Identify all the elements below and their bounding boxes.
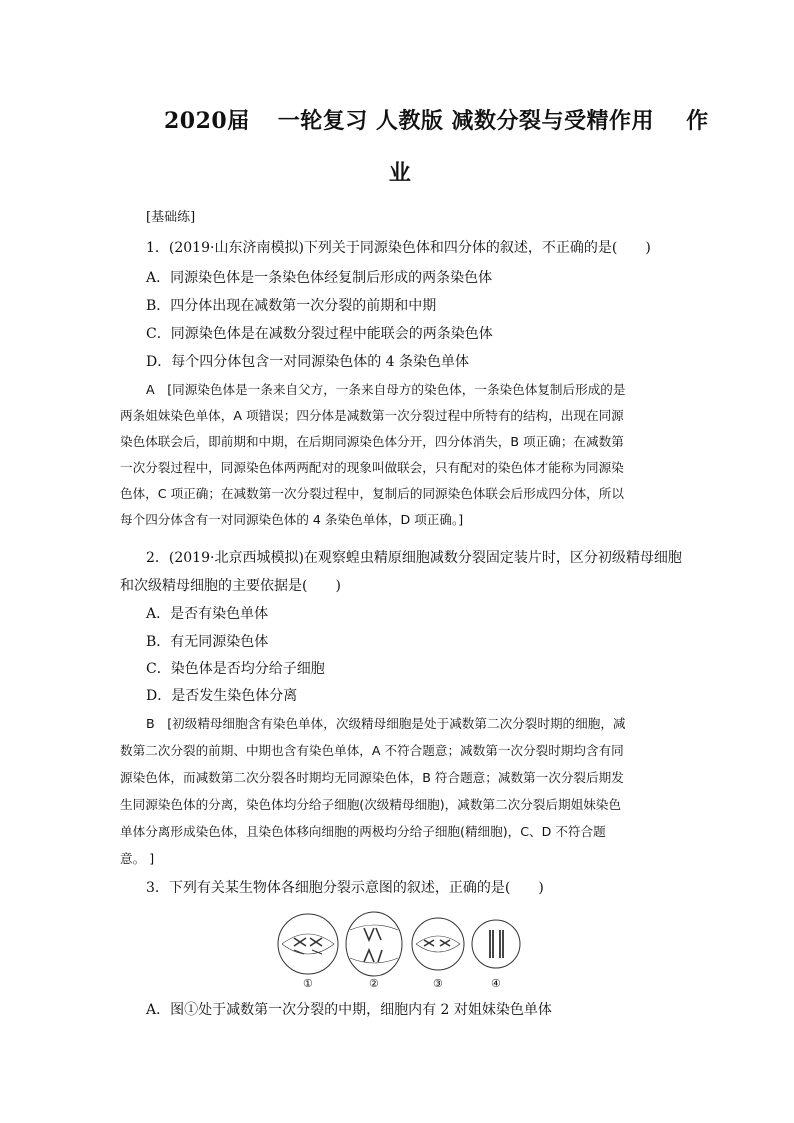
doc-title-line1: [120, 104, 764, 135]
q1-explanation-line: A [同源染色体是一条来自父方，一条来自母方的染色体，一条染色体复制后形成的是: [146, 382, 626, 397]
q1-explanation-line: 两条姐妹染色单体，A 项错误；四分体是减数第一次分裂过程中所特有的结构，出现在同源: [120, 408, 624, 423]
cell-diagram-1: [278, 914, 338, 974]
q2-explanation-line: 数第二次分裂的前期、中期也含有染色单体，A 不符合题意；减数第一次分裂时期均含有同: [120, 743, 624, 758]
q2-stem-line2: 和次级精母细胞的主要依据是( ): [120, 578, 341, 594]
q1-option-c: C．同源染色体是在减数分裂过程中能联会的两条染色体: [146, 326, 493, 342]
title-main: 一轮复习 人教版 减数分裂与受精作用: [277, 108, 655, 134]
q2-explanation-line: 生同源染色体的分离，染色体均分给子细胞(次级精母细胞)，减数第二次分裂后期姐妹染色: [120, 797, 621, 812]
figure-label-3: ③: [433, 977, 443, 990]
q2-explanation-line: 意。 ]: [120, 851, 155, 866]
cell-diagram-4: [472, 920, 520, 968]
q1-explanation-line: 一次分裂过程中，同源染色体两两配对的现象叫做联会，只有配对的染色体才能称为同源染: [120, 460, 624, 475]
q2-stem-line1: 2．(2019·北京西城模拟)在观察蝗虫精原细胞减数分裂固定装片时，区分初级精母细胞: [146, 550, 682, 566]
q2-option-c: C．染色体是否均分给子细胞: [146, 661, 325, 677]
q2-option-d: D．是否发生染色体分离: [146, 688, 298, 704]
figure-label-4: ④: [491, 977, 501, 990]
q2-option-a: A．是否有染色单体: [146, 606, 269, 622]
q2-explanation-line: 源染色体，而减数第二次分裂各时期均无同源染色体，B 符合题意；减数第一次分裂后期发: [120, 770, 624, 785]
q1-explanation-line: 每个四分体含有一对同源染色体的 4 条染色单体，D 项正确。]: [120, 512, 464, 527]
cell-division-figure: [274, 910, 524, 990]
title-end: 作: [686, 108, 709, 134]
q1-explanation-line: 染色体联会后，即前期和中期，在后期同源染色体分开，四分体消失，B 项正确；在减数第: [120, 434, 624, 449]
q1-option-d: D．每个四分体包含一对同源染色体的 4 条染色单体: [146, 354, 470, 370]
q2-explanation-line: B [初级精母细胞含有染色单体，次级精母细胞是处于减数第二次分裂时期的细胞，减: [146, 716, 626, 731]
figure-label-2: ②: [369, 977, 379, 990]
q1-option-b: B．四分体出现在减数第一次分裂的前期和中期: [146, 298, 437, 314]
q3-option-a: A．图①处于减数第一次分裂的中期，细胞内有 2 对姐妹染色单体: [146, 1002, 552, 1018]
cell-diagram-2: [346, 912, 402, 976]
figure-label-1: ①: [303, 977, 313, 990]
section-label: [基础练]: [146, 210, 196, 225]
q1-option-a: A．同源染色体是一条染色体经复制后形成的两条染色体: [146, 270, 493, 286]
q1-explanation-line: 色体，C 项正确；在减数第一次分裂过程中，复制后的同源染色体联会后形成四分体，所以: [120, 486, 624, 501]
q3-stem: 3．下列有关某生物体各细胞分裂示意图的叙述，正确的是( ): [146, 880, 544, 896]
title-year: 2020届: [164, 108, 250, 134]
q2-option-b: B．有无同源染色体: [146, 634, 269, 650]
cell-diagram-3: [412, 918, 464, 970]
q2-explanation-line: 单体分离形成染色体，且染色体移向细胞的两极均分给子细胞(精细胞)，C、D 不符合题: [120, 824, 606, 839]
doc-title-line2: 业: [388, 160, 412, 186]
q1-stem: 1．(2019·山东济南模拟)下列关于同源染色体和四分体的叙述，不正确的是( ): [146, 240, 651, 256]
